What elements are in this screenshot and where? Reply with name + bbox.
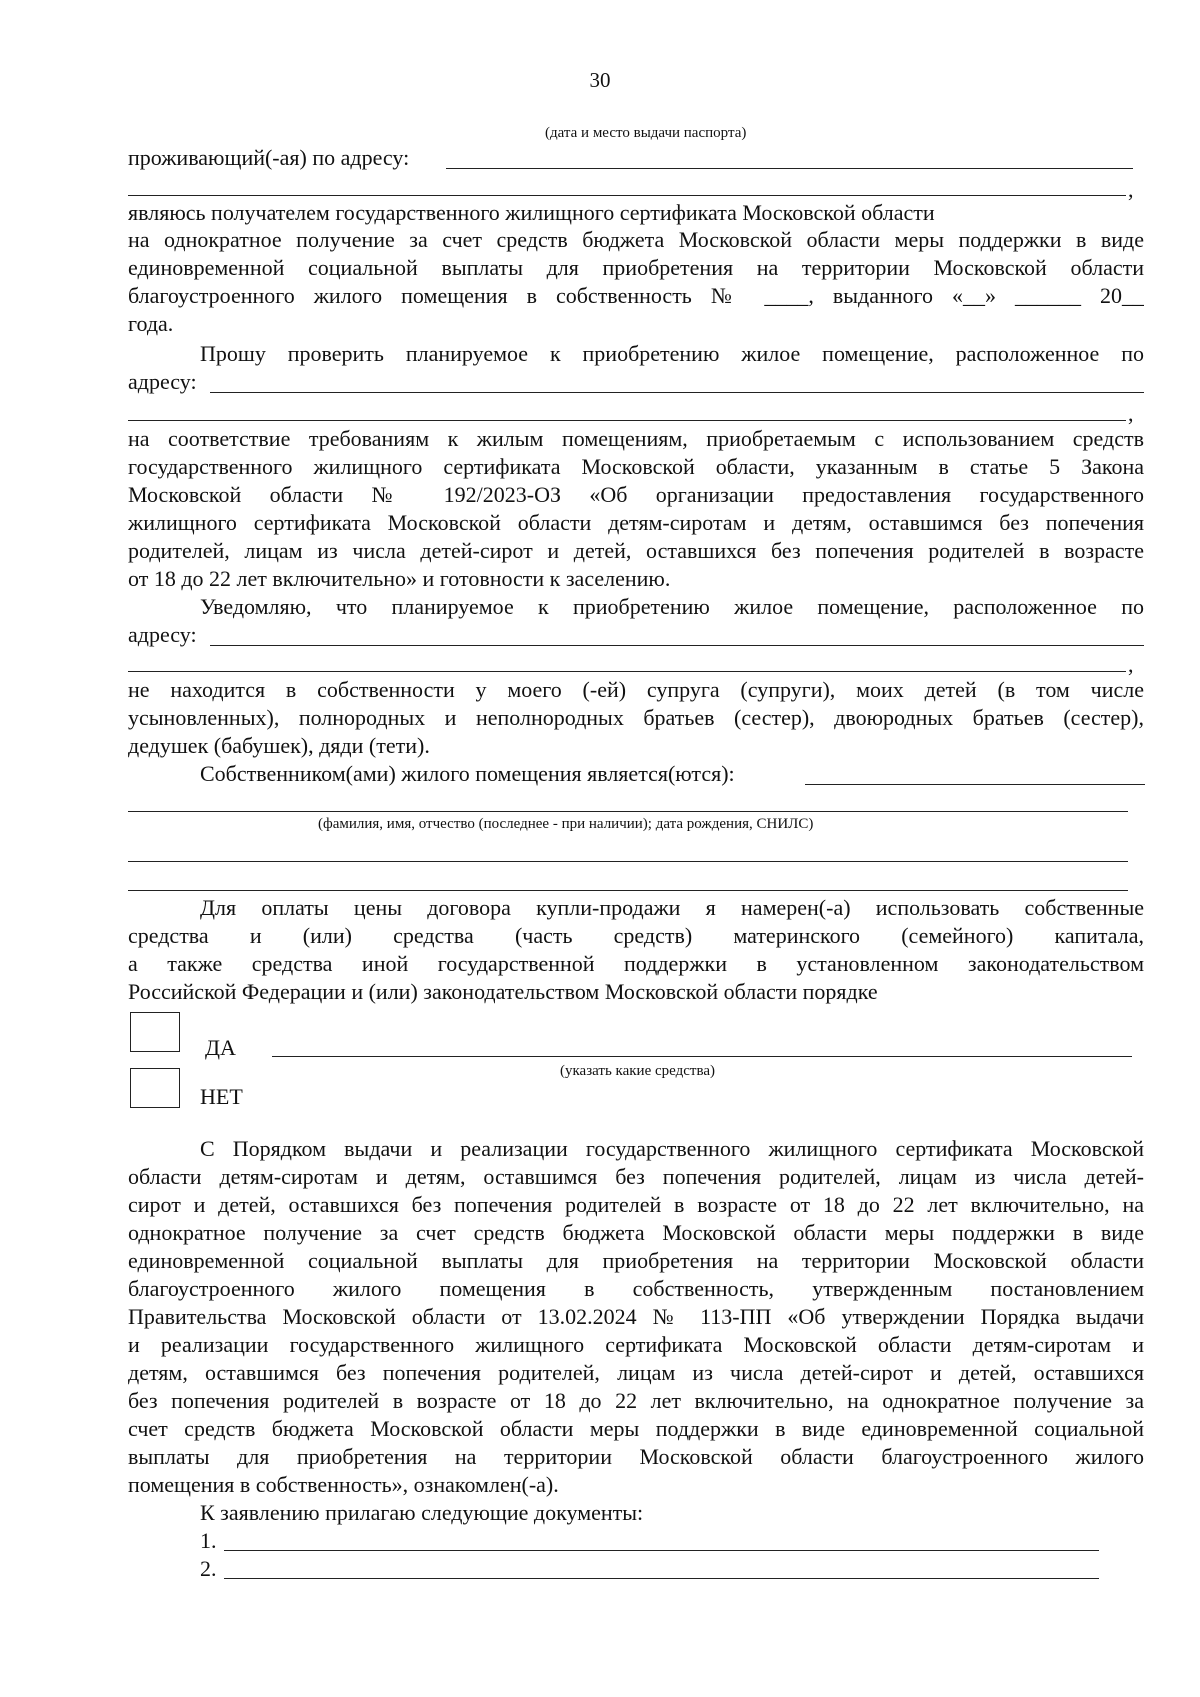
para5-line5: единовременной социальной выплаты для приобретения на территории Московской области	[128, 1248, 1144, 1273]
para5-line6: благоустроенного жилого помещения в собственность, утвержденным постановлением	[128, 1276, 1144, 1301]
para5-line7: Правительства Московской области от 13.02.2024 № 113-ПП «Об утверждении Порядка выдачи	[128, 1304, 1144, 1329]
attachment-fill-line-1[interactable]	[224, 1550, 1099, 1551]
para2-address-fill-line-2[interactable]	[128, 420, 1126, 421]
yes-label: ДА	[205, 1035, 236, 1060]
para3-line1: Уведомляю, что планируемое к приобретению жилое помещение, расположенное по	[200, 594, 1144, 619]
para3-line3: усыновленных), полнородных и неполнородных братьев (сестер), двоюродных братьев (сестер),	[128, 705, 1144, 730]
para3-line4: дедушек (бабушек), дяди (тети).	[128, 733, 430, 758]
comma-3: ,	[1128, 652, 1134, 677]
para5-line9: детям, оставшимся без попечения родителей, лицам из числа детей-сирот и детей, оставшихся	[128, 1360, 1144, 1385]
yes-checkbox[interactable]	[130, 1012, 180, 1052]
para4-line2: средства и (или) средства (часть средств) материнского (семейного) капитала,	[128, 923, 1144, 948]
page-number: 30	[589, 68, 611, 92]
para3-address-fill-line-2[interactable]	[128, 671, 1126, 672]
para1-line2: на однократное получение за счет средств бюджета Московской области меры поддержки в виде	[128, 227, 1144, 252]
funds-caption: (указать какие средства)	[560, 1063, 715, 1079]
para2-line6: родителей, лицам из числа детей-сирот и детей, оставшихся без попечения родителей в возрасте	[128, 538, 1144, 563]
comma-2: ,	[1128, 401, 1134, 426]
no-checkbox[interactable]	[130, 1068, 180, 1108]
comma: ,	[1128, 177, 1134, 202]
para3-line2: не находится в собственности у моего (-ей) супруга (супруги), моих детей (в том числе	[128, 677, 1144, 702]
para4-line1: Для оплаты цены договора купли-продажи я намерен(-а) использовать собственные	[200, 895, 1144, 920]
para5-line2: области детям-сиротам и детям, оставшимся без попечения родителей, лицам из числа детей-	[128, 1164, 1144, 1189]
para5-line12: выплаты для приобретения на территории Московской области благоустроенного жилого	[128, 1444, 1144, 1469]
owners-fill-line[interactable]	[805, 784, 1145, 785]
para1-line1: являюсь получателем государственного жилищного сертификата Московской области	[128, 200, 935, 225]
para1-line3: единовременной социальной выплаты для приобретения на территории Московской области	[128, 255, 1144, 280]
owners-fill-line-4[interactable]	[128, 890, 1128, 891]
address-fill-line-2[interactable]	[128, 195, 1126, 196]
para5-line11: счет средств бюджета Московской области меры поддержки в виде единовременной социальной	[128, 1416, 1144, 1441]
para2-line1: Прошу проверить планируемое к приобретению жилое помещение, расположенное по	[200, 341, 1144, 366]
para3-address-label: адресу:	[128, 622, 197, 647]
owners-fill-line-2[interactable]	[128, 811, 1128, 812]
address-fill-line[interactable]	[446, 168, 1133, 169]
attachment-number-1: 1.	[200, 1528, 217, 1553]
owners-fill-line-3[interactable]	[128, 861, 1128, 862]
para2-line5: жилищного сертификата Московской области детям-сиротам и детям, оставшимся без попечения	[128, 510, 1144, 535]
para2-address-label: адресу:	[128, 369, 197, 394]
para1-line4: благоустроенного жилого помещения в собственность № ____, выданного «__» ______ 20__	[128, 283, 1144, 308]
para2-address-fill-line[interactable]	[210, 392, 1144, 393]
para5-line3: сирот и детей, оставшихся без попечения родителей в возрасте от 18 до 22 лет включительно, на	[128, 1192, 1144, 1217]
para5-line1: С Порядком выдачи и реализации государственного жилищного сертификата Московской	[200, 1136, 1144, 1161]
para1-line5: года.	[128, 311, 174, 336]
para2-line3: государственного жилищного сертификата Московской области, указанным в статье 5 Закона	[128, 454, 1144, 479]
para5-line10: без попечения родителей в возрасте от 18 до 22 лет включительно, на однократное получение за	[128, 1388, 1144, 1413]
passport-caption: (дата и место выдачи паспорта)	[545, 125, 747, 141]
para3-address-fill-line[interactable]	[210, 645, 1144, 646]
para4-line4: Российской Федерации и (или) законодательством Московской области порядке	[128, 979, 878, 1004]
para2-line4: Московской области № 192/2023-ОЗ «Об организации предоставления государственного	[128, 482, 1144, 507]
para2-line7: от 18 до 22 лет включительно» и готовности к заселению.	[128, 566, 671, 591]
funds-fill-line[interactable]	[272, 1056, 1132, 1057]
no-label: НЕТ	[200, 1084, 243, 1109]
para5-line13: помещения в собственность», ознакомлен(-а).	[128, 1472, 559, 1497]
para5-line8: и реализации государственного жилищного сертификата Московской области детям-сиротам и	[128, 1332, 1144, 1357]
para2-line2: на соответствие требованиям к жилым помещениям, приобретаемым с использованием средств	[128, 426, 1144, 451]
para5-line4: однократное получение за счет средств бюджета Московской области меры поддержки в виде	[128, 1220, 1144, 1245]
attachment-fill-line-2[interactable]	[224, 1578, 1099, 1579]
owners-label: Собственником(ами) жилого помещения является(ются):	[200, 761, 735, 786]
address-label: проживающий(-ая) по адресу:	[128, 145, 410, 170]
para4-line3: а также средства иной государственной поддержки в установленном законодательством	[128, 951, 1144, 976]
attachment-number-2: 2.	[200, 1556, 217, 1581]
owners-caption: (фамилия, имя, отчество (последнее - при наличии); дата рождения, СНИЛС)	[318, 816, 814, 832]
attachments-label: К заявлению прилагаю следующие документы:	[200, 1500, 644, 1525]
